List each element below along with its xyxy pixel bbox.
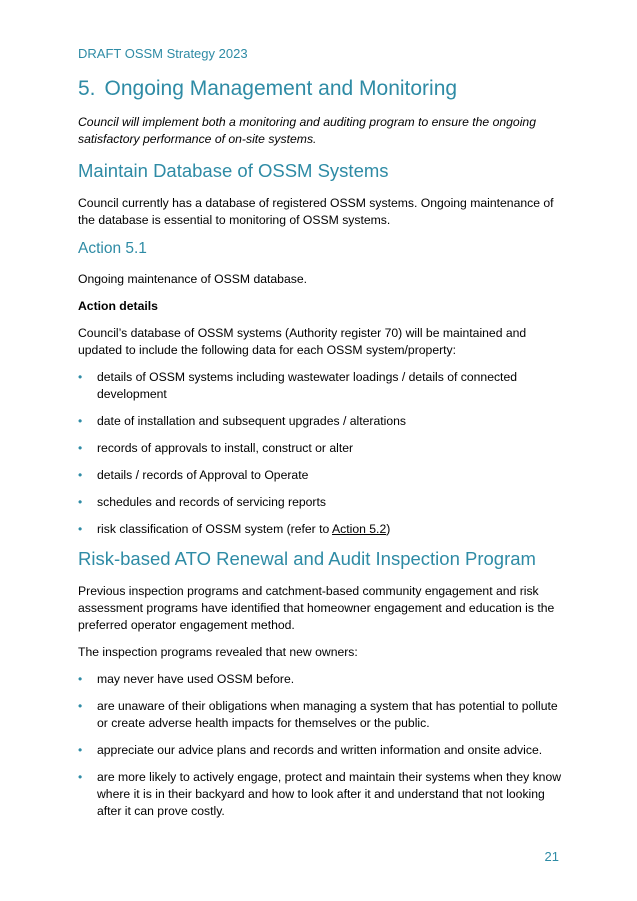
action-summary: Ongoing maintenance of OSSM database. bbox=[78, 272, 307, 286]
bullet-dot-icon: • bbox=[78, 370, 83, 384]
section-intro: Council will implement both a monitoring and auditing program to ensure the ongoing satisfactory performance of on-site systems. bbox=[78, 115, 536, 146]
section-number: 5. bbox=[78, 77, 96, 100]
bullet-dot-icon: • bbox=[78, 672, 83, 686]
database-heading: Maintain Database of OSSM Systems bbox=[78, 160, 389, 181]
action-heading: Action 5.1 bbox=[78, 240, 147, 257]
list-item: • schedules and records of servicing reports bbox=[78, 495, 326, 509]
list-item: • may never have used OSSM before. bbox=[78, 672, 295, 686]
bullet-dot-icon: • bbox=[78, 441, 83, 455]
bullet-dot-icon: • bbox=[78, 414, 83, 428]
action-bullet-list bbox=[78, 369, 562, 538]
list-item: • are unaware of their obligations when managing a system that has potential to pollute or create adverse health impacts for themselves or the public. bbox=[78, 699, 558, 730]
bullet-dot-icon: • bbox=[78, 699, 83, 713]
action-details-intro: Council’s database of OSSM systems (Authority register 70) will be maintained and updated to include the following data for each OSSM system/property: bbox=[78, 326, 527, 357]
risk-paragraph-2: The inspection programs revealed that new owners: bbox=[78, 645, 358, 659]
section-title: Ongoing Management and Monitoring bbox=[104, 77, 458, 100]
database-paragraph: Council currently has a database of registered OSSM systems. Ongoing maintenance of the database is essential to monitoring of OSSM systems. bbox=[78, 196, 554, 227]
bullet-dot-icon: • bbox=[78, 743, 83, 757]
action-details-label: Action details bbox=[78, 299, 158, 313]
page-content bbox=[78, 76, 562, 830]
section-heading bbox=[78, 76, 562, 102]
risk-paragraph-1: Previous inspection programs and catchment-based community engagement and risk assessment programs have identified that homeowner engagement and education is the preferred operator engagement method. bbox=[78, 584, 555, 632]
list-item: • date of installation and subsequent upgrades / alterations bbox=[78, 414, 406, 428]
risk-bullet-list bbox=[78, 671, 562, 820]
list-item: • appreciate our advice plans and records and written information and onsite advice. bbox=[78, 743, 543, 757]
running-header: DRAFT OSSM Strategy 2023 bbox=[78, 46, 248, 61]
list-item: • are more likely to actively engage, protect and maintain their systems when they know where it is in their backyard and how to look after it and understand that not looking after it can prove costly. bbox=[78, 770, 562, 818]
page-number: 21 bbox=[544, 849, 559, 864]
action-5-2-link[interactable]: Action 5.2 bbox=[332, 522, 387, 536]
risk-heading: Risk-based ATO Renewal and Audit Inspection Program bbox=[78, 548, 536, 569]
list-item: • details / records of Approval to Operate bbox=[78, 468, 309, 482]
bullet-dot-icon: • bbox=[78, 468, 83, 482]
bullet-dot-icon: • bbox=[78, 522, 83, 536]
list-item: • records of approvals to install, construct or alter bbox=[78, 441, 354, 455]
bullet-dot-icon: • bbox=[78, 495, 83, 509]
list-item: • risk classification of OSSM system (refer to Action 5.2) bbox=[78, 522, 391, 536]
list-item: • details of OSSM systems including wastewater loadings / details of connected development bbox=[78, 370, 518, 401]
bullet-dot-icon: • bbox=[78, 770, 83, 784]
